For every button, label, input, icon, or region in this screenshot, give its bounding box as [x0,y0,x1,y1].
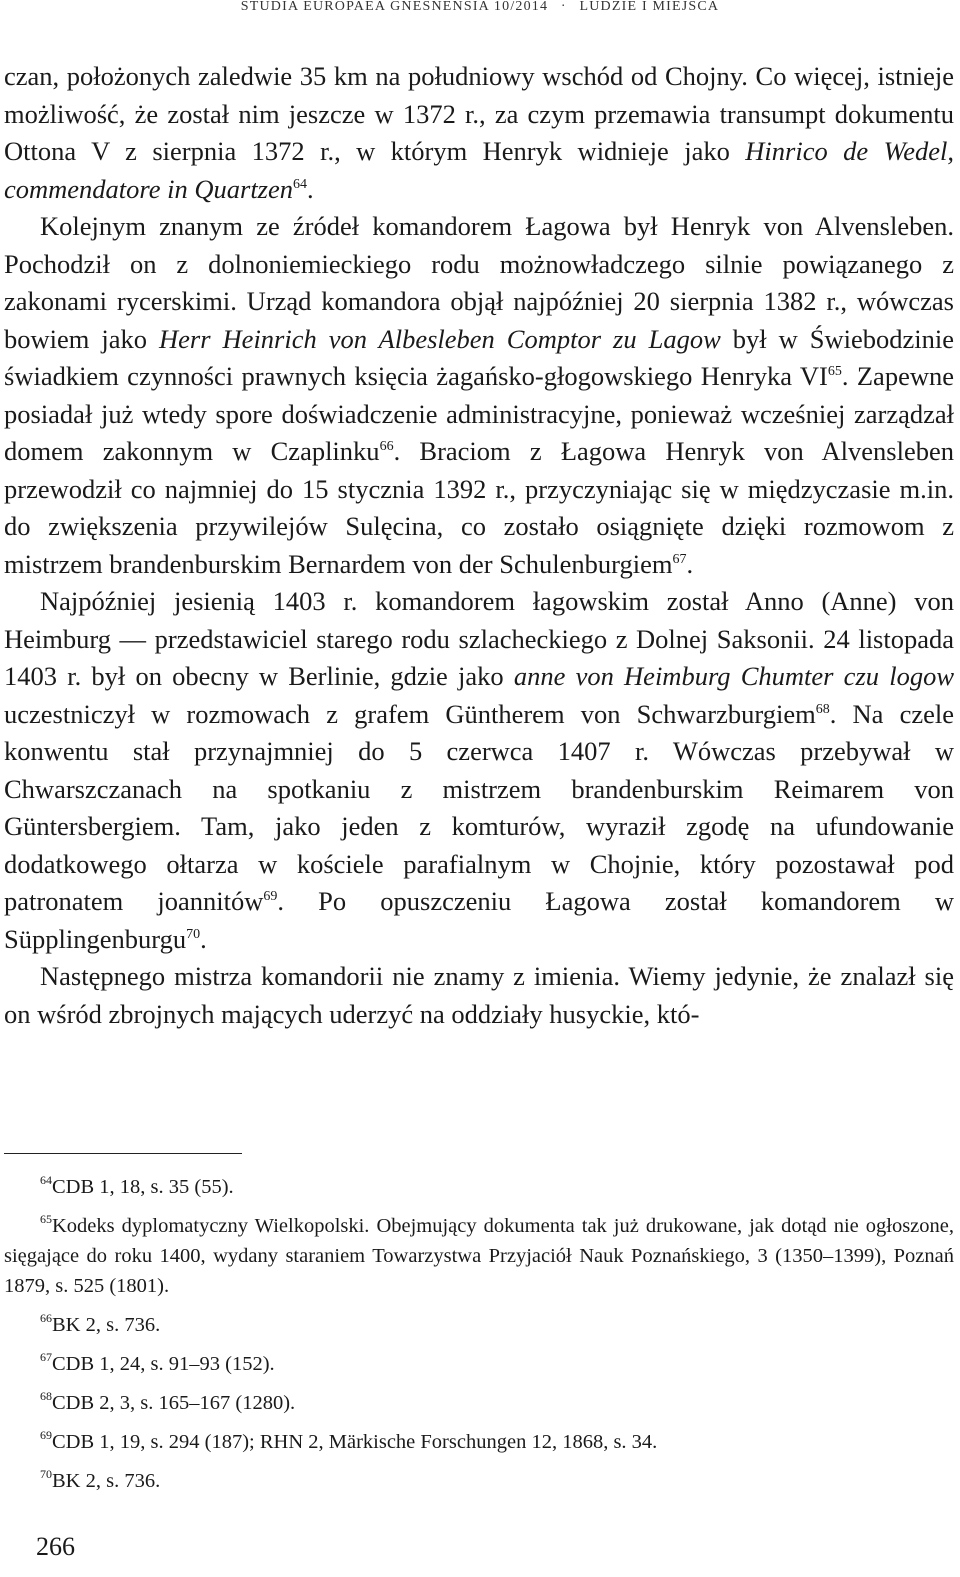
running-head [0,0,960,20]
text-run: . Na czele konwentu stał przynajmniej do 5 czerwca 1407 r. Wówczas przebywał w Chwarszczanach na spotkaniu z mistrzem brandenburskim Reimarem von Güntersbergiem. Tam, jako jeden z komturów, wyraził zgodę na ufundowanie dodatkowego ołtarza w kościele parafialnym w Chojnie, który pozostawał pod patronatem joannitów [4,698,954,916]
text-run: Następnego mistrza komandorii nie znamy z imienia. Wiemy jedynie, że znalazł się on wśród zbrojnych mających uderzyć na oddziały husyckie, któ- [4,961,954,1029]
footnote-number: 68 [40,1389,52,1403]
text-run: Kolejnym znanym ze źródeł komandorem Łagowa był Henryk von Alvensleben. Pochodził on z dolnoniemieckiego rodu możnowładczego silnie powiązanego z zakonami rycerskimi. Urząd komandora objął najpóźniej 20 sierpnia 1382 r., wówczas bowiem jako [4,211,954,354]
footnotes [4,1172,954,1505]
footnote [4,1172,954,1202]
footnote-ref: 68 [815,701,830,717]
journal-title: STUDIA EUROPAEA GNESNENSIA 10/2014 [240,0,549,14]
text-run: . [686,548,694,579]
footnote-ref: 69 [263,889,278,904]
text-run: . Braciom z Łagowa Henryk von Alvensleben przewodził co najmniej do 15 stycznia 1392 r., przyczyniając się w międzyczasie m.in. do zwiększenia przywilejów Sulęcina, co zostało osiągnięte dzięki rozmowom z mistrzem brandenburskim Bernardem von der Schulenburgiem [4,436,954,579]
italic-quote: Hinrico de Wedel, commendatore in Quartzen [4,136,954,204]
text-run: Najpóźniej jesienią 1403 r. komandorem łagowskim został Anno (Anne) von Heimburg — przedstawiciel starego rodu szlacheckiego z Dolnej Saksonii. 24 listopada 1403 r. był on obecny w Berlinie, gdzie jako [4,586,954,691]
italic-quote: anne von Heimburg Chumter czu logow [513,661,954,691]
paragraph [4,583,954,958]
paragraph [4,58,954,208]
footnote-ref: 65 [827,364,842,379]
footnote-text: CDB 1, 19, s. 294 (187); RHN 2, Märkische Forschungen 12, 1868, s. 34. [52,1431,658,1453]
footnote-separator [4,1153,242,1154]
footnote-text: BK 2, s. 736. [52,1314,161,1336]
text-run: czan, położonych zaledwie 35 km na południowy wschód od Chojny. Co więcej, istnieje możliwość, że został nim jeszcze w 1372 r., za czym przemawia transumpt dokumentu Ottona V z sierpnia 1372 r., w którym Henryk widnieje jako [4,61,954,166]
paragraph [4,958,954,1033]
main-text [4,58,954,1033]
footnote-number: 66 [40,1311,52,1325]
footnote-ref: 70 [186,926,201,942]
footnote [4,1211,954,1301]
footnote [4,1427,954,1457]
footnote-text: Kodeks dyplomatyczny Wielkopolski. Obejmujący dokumenta tak już drukowane, jak dotąd nie ogłoszone, sięgające do roku 1400, wydany staraniem Towarzystwa Przyjaciół Nauk Poznańskiego, 3 (1350–1399), Poznań 1879, s. 525 (1801). [4,1215,954,1297]
footnote-ref: 64 [293,176,308,192]
footnote-ref: 67 [672,551,687,567]
footnote [4,1310,954,1340]
footnote-number: 70 [40,1467,52,1481]
footnote-number: 64 [40,1173,52,1187]
footnote-text: CDB 1, 24, s. 91–93 (152). [52,1353,275,1375]
page-number: 266 [36,1532,75,1561]
footnote-ref: 66 [379,439,394,454]
text-run: uczestniczył w rozmowach z grafem Güntherem von Schwarzburgiem [4,698,816,729]
text-run: . Zapewne posiadał już wtedy spore doświadczenie administracyjne, ponieważ wcześniej zarządzał domem zakonnym w Czaplinku [4,361,954,466]
section-title: LUDZIE I MIEJSCA [579,0,720,14]
text-run: . [307,173,314,204]
paragraph [4,208,954,583]
footnote-text: CDB 1, 18, s. 35 (55). [52,1176,234,1198]
header-separator: · [560,0,567,14]
footnote-number: 69 [40,1428,52,1442]
text-run: był w Świebodzinie świadkiem czynności prawnych księcia żagańsko-głogowskiego Henryka VI [4,323,955,391]
italic-quote: Herr Heinrich von Albesleben Comptor zu Lagow [159,323,721,354]
footnote [4,1388,954,1418]
footnote-number: 67 [40,1350,52,1364]
footnote [4,1466,954,1496]
text-run: . Po opuszczeniu Łagowa został komandorem w Süpplingenburgu [4,886,954,954]
text-run: . [200,923,207,954]
footnote-number: 65 [40,1212,52,1226]
footnote [4,1349,954,1379]
footnote-text: BK 2, s. 736. [52,1470,161,1492]
footnote-text: CDB 2, 3, s. 165–167 (1280). [52,1392,296,1414]
